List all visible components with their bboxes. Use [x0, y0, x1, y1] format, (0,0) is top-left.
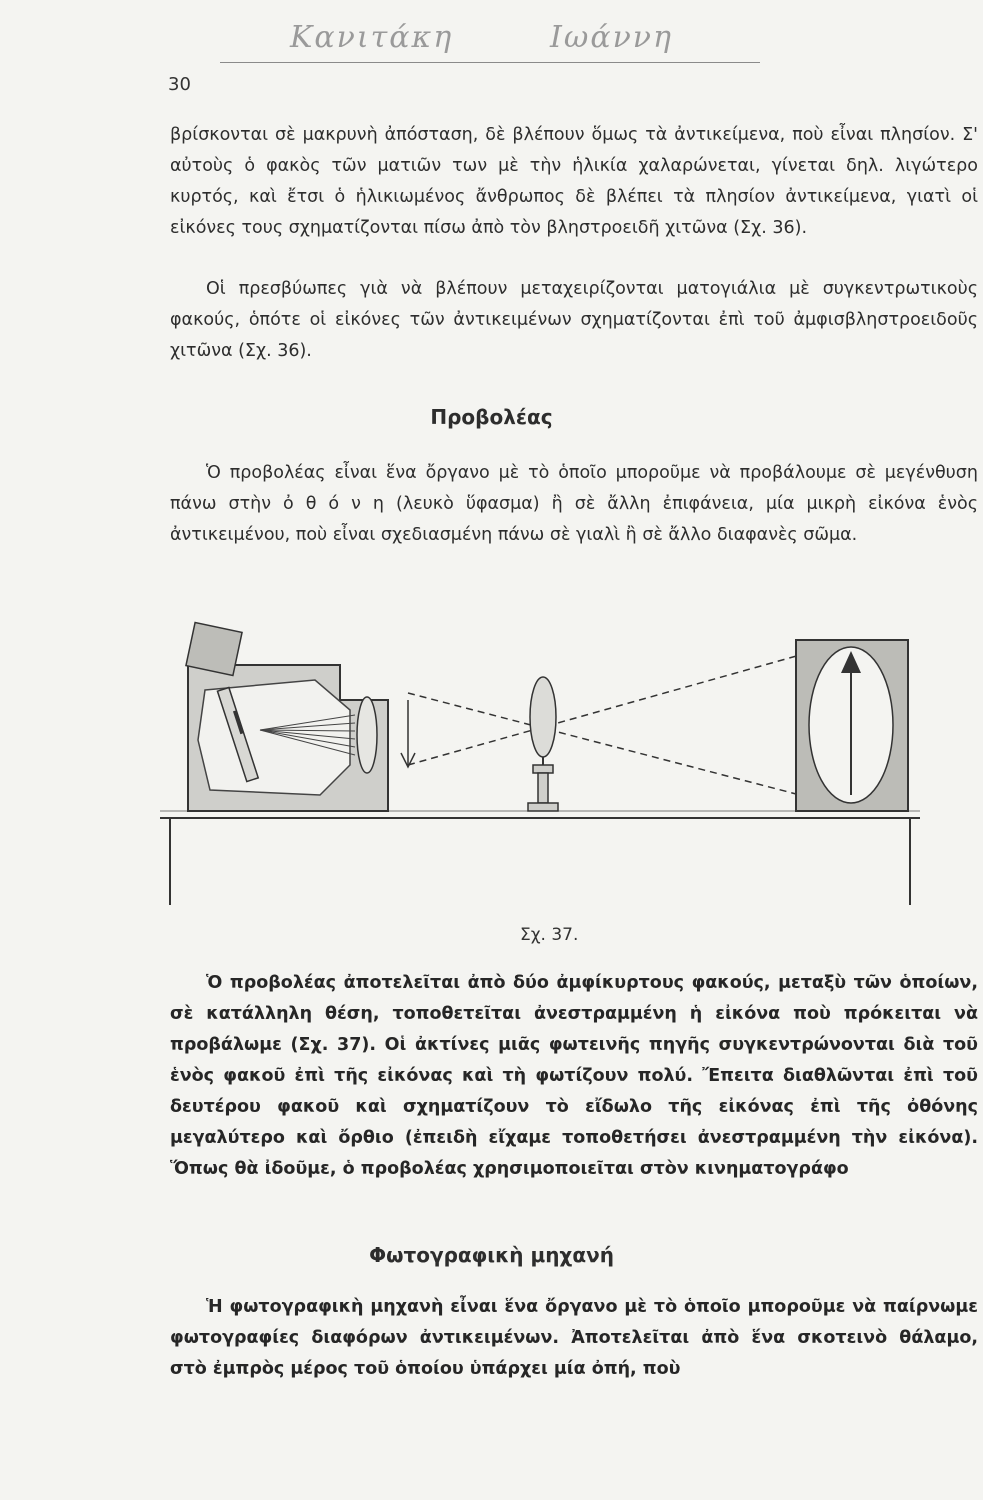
projection-rays: [408, 655, 800, 795]
paragraph-camera-body: Ἡ φωτογραφικὴ μηχανὴ εἶναι ἕνα ὄργανο μὲ τὸ ὁποῖο μποροῦμε νὰ παίρνωμε φωτογραφίες διαφόρων ἀντικειμένων. Ἀποτελεῖται ἀπὸ ἕνα σκοτεινὸ θάλαμο, στὸ ἐμπρὸς μέρος τοῦ ὁποίου ὑπάρχει μία ὀπή, ποὺ: [170, 1297, 978, 1379]
section-title-projector: Προβολέας: [430, 405, 553, 429]
paragraph-presbyopia-continued: βρίσκονται σὲ μακρυνὴ ἀπόσταση, δὲ βλέπουν ὅμως τὰ ἀντικείμενα, ποὺ εἶναι πλησίον. Σ' αὐτοὺς ὁ φακὸς τῶν ματιῶν των μὲ τὴν ἡλικία χαλαρώνεται, γίνεται δηλ. λιγώτερο κυρτός, καὶ ἔτσι ὁ ἡλικιωμένος ἄνθρωπος δὲ βλέπει τὰ πλησίον ἀντικείμενα, γιατὶ οἱ εἰκόνες τους σχηματίζονται πίσω ἀπὸ τὸν βληστροειδῆ χιτῶνα (Σχ. 36).: [170, 125, 978, 238]
inverted-slide-arrow: [401, 700, 415, 767]
table: [160, 811, 920, 905]
condenser-lens: [357, 697, 377, 773]
signature-underline: [220, 62, 760, 63]
paragraph-projector-body: Ὁ προβολέας ἀποτελεῖται ἀπὸ δύο ἀμφίκυρτους φακούς, μεταξὺ τῶν ὁποίων, σὲ κατάλληλη θέση, τοποθετεῖται ἀνεστραμμένη ἡ εἰκόνα ποὺ πρόκειται νὰ προβάλωμε (Σχ. 37). Οἱ ἀκτίνες μιᾶς φωτεινῆς πηγῆς συγκεντρώνονται διὰ τοῦ ἑνὸς φακοῦ ἐπὶ τῆς εἰκόνας καὶ τὴ φωτίζουν πολύ. Ἔπειτα διαθλῶνται ἐπὶ τοῦ δευτέρου φακοῦ καὶ σχηματίζουν τὸ εἴδωλο τῆς εἰκόνας ἐπὶ τῆς ὀθόνης μεγαλύτερο καὶ ὄρθιο (ἐπειδὴ εἴχαμε τοποθετήσει ἀνεστραμμένη τὴν εἰκόνα). Ὅπως θὰ ἰδοῦμε, ὁ προβολέας χρησιμοποιεῖται στὸν κινηματογράφο: [170, 973, 978, 1179]
section-title-camera: Φωτογραφικὴ μηχανή: [369, 1243, 614, 1267]
signature-first-name: Κανιτάκη: [290, 20, 454, 55]
projector-figure: [160, 615, 920, 915]
projection-screen: [796, 640, 908, 811]
paragraph-presbyopia-glasses: Οἱ πρεσβύωπες γιὰ νὰ βλέπουν μεταχειρίζονται ματογιάλια μὲ συγκεντρωτικοὺς φακούς, ὁπότε οἱ εἰκόνες τῶν ἀντικειμένων σχηματίζονται ἐπὶ τοῦ ἀμφισβληστροειδοῦς χιτῶνα (Σχ. 36).: [170, 279, 978, 361]
figure-caption: Σχ. 37.: [520, 925, 579, 945]
objective-lens: [528, 677, 558, 811]
handwritten-signature: [280, 14, 740, 70]
paragraph-projector-intro: Ὁ προβολέας εἶναι ἕνα ὄργανο μὲ τὸ ὁποῖο μποροῦμε νὰ προβάλουμε σὲ μεγένθυση πάνω στὴν ὀ θ ό ν η (λευκὸ ὕφασμα) ἢ σὲ ἄλλη ἐπιφάνεια, μία μικρὴ εἰκόνα ἑνὸς ἀντικειμένου, ποὺ εἶναι σχεδιασμένη πάνω σὲ γιαλὶ ἢ σὲ ἄλλο διαφανὲς σῶμα.: [170, 463, 978, 545]
signature-last-name: Ιωάννη: [550, 20, 674, 55]
page-number: 30: [168, 74, 191, 95]
